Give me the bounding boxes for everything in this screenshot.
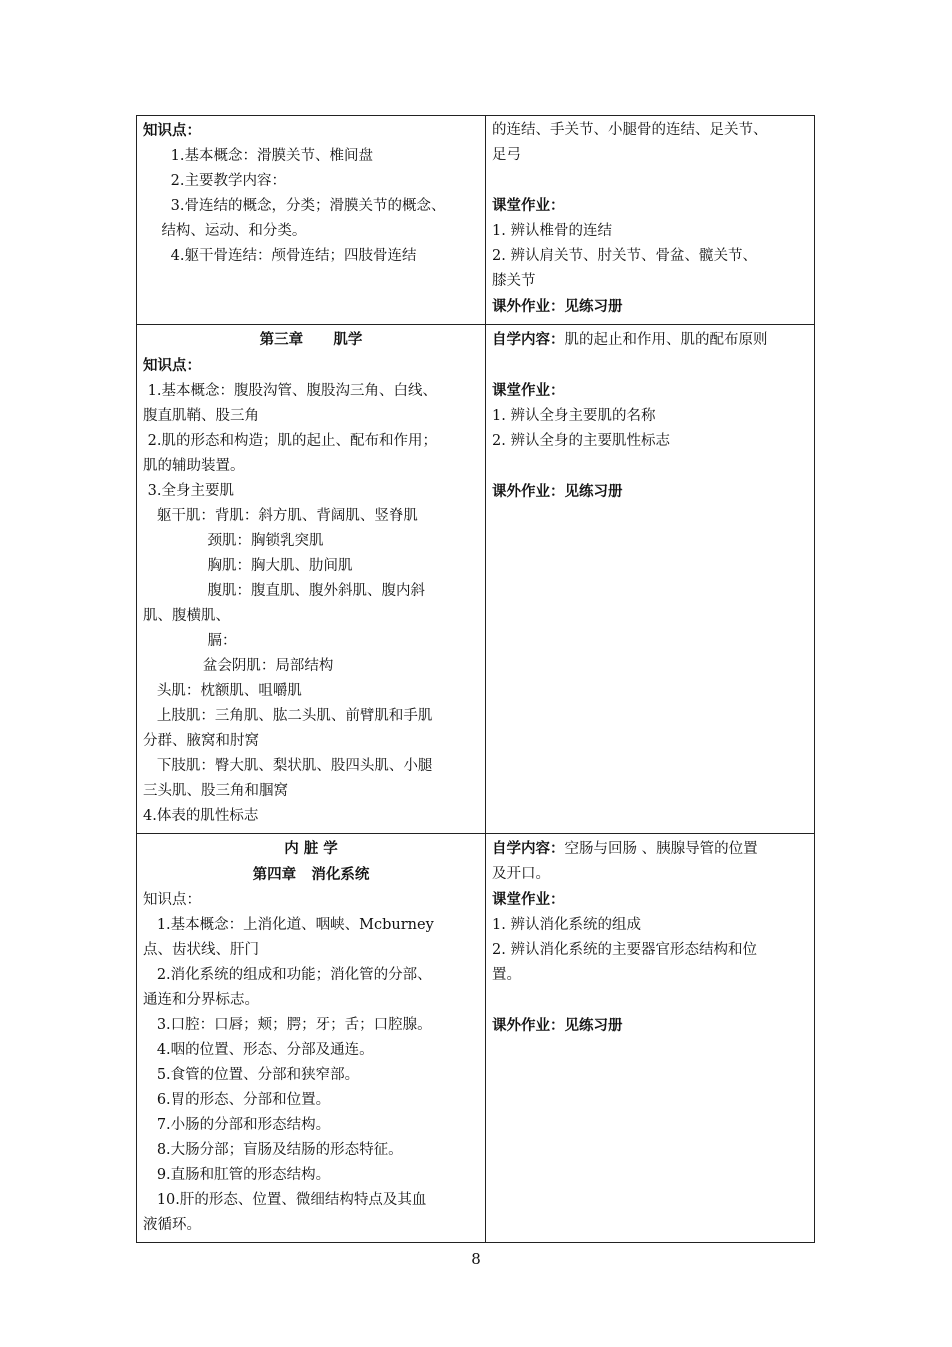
text-line	[492, 454, 808, 479]
line-text: 5.食管的位置、分部和狭窄部。	[143, 1067, 360, 1083]
line-text: 3.骨连结的概念，分类；滑膜关节的概念、	[143, 198, 446, 214]
text-line	[492, 294, 808, 320]
text-line	[492, 988, 808, 1013]
bold-text: 知识点：	[143, 357, 201, 374]
text-line	[143, 604, 479, 629]
text-line	[143, 118, 479, 144]
text-line	[492, 404, 808, 429]
text-line	[143, 404, 479, 429]
text-line	[143, 554, 479, 579]
bold-text: 课外作业：见练习册	[492, 1017, 623, 1034]
text-line	[492, 118, 808, 143]
line-text: 液循环。	[143, 1217, 201, 1233]
text-line	[143, 1188, 479, 1213]
line-text: 3.口腔：口唇；颊；腭；牙；舌；口腔腺。	[143, 1017, 432, 1033]
line-text: 头肌：枕额肌、咀嚼肌	[143, 683, 302, 699]
text-line	[492, 836, 808, 862]
right-cell	[486, 325, 815, 834]
text-line	[143, 938, 479, 963]
line-text: 2. 辨认全身的主要肌性标志	[492, 433, 670, 449]
text-line	[143, 379, 479, 404]
text-line	[492, 913, 808, 938]
page-number: 8	[471, 1250, 481, 1268]
text-line	[143, 194, 479, 219]
table-row	[137, 116, 815, 325]
line-text: 足弓	[492, 147, 521, 163]
text-line	[143, 913, 479, 938]
line-text: 颈肌：胸锁乳突肌	[143, 533, 324, 549]
text-line	[143, 862, 479, 888]
line-text: 6.胃的形态、分部和位置。	[143, 1092, 331, 1108]
line-text: 1. 辨认消化系统的组成	[492, 917, 641, 933]
line-text: 2.消化系统的组成和功能；消化管的分部、	[143, 967, 432, 983]
line-text: 及开口。	[492, 866, 550, 882]
right-cell	[486, 834, 815, 1243]
line-text: 分群、腋窝和肘窝	[143, 733, 259, 749]
left-cell	[137, 116, 486, 325]
text-line	[143, 1138, 479, 1163]
text-line	[143, 963, 479, 988]
line-text: 下肢肌：臀大肌、梨状肌、股四头肌、小腿	[143, 758, 433, 774]
line-text: 结构、运动、和分类。	[143, 223, 307, 239]
line-text: 置。	[492, 967, 521, 983]
line-text: 8.大肠分部；盲肠及结肠的形态特征。	[143, 1142, 403, 1158]
bold-text: 课堂作业：	[492, 382, 565, 399]
line-text: 盆会阴肌：局部结构	[143, 658, 334, 674]
left-cell	[137, 325, 486, 834]
line-text: 1. 辨认椎骨的连结	[492, 223, 612, 239]
text-line	[492, 887, 808, 913]
text-line	[492, 963, 808, 988]
text-line	[143, 1038, 479, 1063]
line-text: 2. 辨认肩关节、肘关节、骨盆、髋关节、	[492, 248, 757, 264]
text-line	[492, 353, 808, 378]
text-line	[143, 529, 479, 554]
bold-text: 课堂作业：	[492, 197, 565, 214]
line-text: 点、齿状线、肝门	[143, 942, 259, 958]
text-line	[143, 888, 479, 913]
text-line	[143, 504, 479, 529]
text-line	[492, 244, 808, 269]
line-text: 腹直肌鞘、股三角	[143, 408, 259, 424]
text-line	[143, 454, 479, 479]
text-line	[492, 327, 808, 353]
text-line	[143, 804, 479, 829]
bold-text: 自学内容：	[492, 840, 565, 857]
text-line	[492, 938, 808, 963]
line-text: 胸肌：胸大肌、肋间肌	[143, 558, 353, 574]
line-text: 肌、腹横肌、	[143, 608, 230, 624]
text-line	[143, 729, 479, 754]
line-text: 膝关节	[492, 273, 536, 289]
text-line	[143, 579, 479, 604]
bold-text: 第四章 消化系统	[252, 866, 370, 883]
text-line	[143, 219, 479, 244]
left-cell	[137, 834, 486, 1243]
line-text: 10.肝的形态、位置、微细结构特点及其血	[143, 1192, 427, 1208]
text-line	[143, 779, 479, 804]
bold-text: 知识点：	[143, 122, 201, 139]
bold-text: 自学内容：	[492, 331, 565, 348]
text-line	[492, 193, 808, 219]
line-text: 2.主要教学内容：	[143, 173, 286, 189]
line-text: 1.基本概念：腹股沟管、腹股沟三角、白线、	[143, 383, 437, 399]
text-line	[492, 143, 808, 168]
text-line	[492, 1013, 808, 1039]
text-line	[492, 479, 808, 505]
line-text: 2. 辨认消化系统的主要器官形态结构和位	[492, 942, 757, 958]
line-text: 通连和分界标志。	[143, 992, 259, 1008]
text-line	[143, 353, 479, 379]
text-line	[492, 378, 808, 404]
text-line	[143, 244, 479, 269]
text-line	[143, 754, 479, 779]
line-text: 知识点：	[143, 892, 201, 908]
text-line	[492, 219, 808, 244]
line-text: 3.全身主要肌	[143, 483, 234, 499]
line-text: 躯干肌：背肌：斜方肌、背阔肌、竖脊肌	[143, 508, 418, 524]
bold-text: 课外作业：见练习册	[492, 483, 623, 500]
line-text: 腹肌：腹直肌、腹外斜肌、腹内斜	[143, 583, 426, 599]
text-line	[143, 327, 479, 353]
text-line	[143, 1163, 479, 1188]
line-text: 肌的起止和作用、肌的配布原则	[564, 332, 768, 348]
bold-text: 内 脏 学	[284, 840, 338, 857]
table-row	[137, 834, 815, 1243]
text-line	[143, 629, 479, 654]
line-text: 4.躯干骨连结：颅骨连结；四肢骨连结	[143, 248, 417, 264]
text-line	[143, 988, 479, 1013]
line-text: 4.体表的肌性标志	[143, 808, 259, 824]
text-line	[143, 1088, 479, 1113]
line-text: 上肢肌：三角肌、肱二头肌、前臂肌和手肌	[143, 708, 433, 724]
text-line	[143, 1113, 479, 1138]
line-text: 7.小肠的分部和形态结构。	[143, 1117, 331, 1133]
bold-text: 第三章 肌学	[259, 331, 363, 348]
line-text: 肌的辅助装置。	[143, 458, 245, 474]
text-line	[143, 1063, 479, 1088]
bold-text: 课堂作业：	[492, 891, 565, 908]
line-text: 空肠与回肠 、胰腺导管的位置	[564, 841, 758, 857]
bold-text: 课外作业：见练习册	[492, 298, 623, 315]
line-text: 9.直肠和肛管的形态结构。	[143, 1167, 331, 1183]
text-line	[143, 836, 479, 862]
line-text: 1.基本概念：滑膜关节、椎间盘	[143, 148, 373, 164]
curriculum-table	[136, 115, 815, 1243]
text-line	[143, 169, 479, 194]
text-line	[143, 479, 479, 504]
text-line	[492, 269, 808, 294]
text-line	[143, 704, 479, 729]
text-line	[143, 144, 479, 169]
line-text: 1.基本概念：上消化道、咽峡、Mcburney	[143, 917, 434, 933]
text-line	[143, 1213, 479, 1238]
line-text: 膈：	[143, 633, 237, 649]
line-text: 的连结、手关节、小腿骨的连结、足关节、	[492, 122, 768, 138]
text-line	[492, 168, 808, 193]
right-cell	[486, 116, 815, 325]
line-text: 4.咽的位置、形态、分部及通连。	[143, 1042, 374, 1058]
line-text: 2.肌的形态和构造；肌的起止、配布和作用；	[143, 433, 437, 449]
text-line	[143, 679, 479, 704]
curriculum-table-body	[137, 116, 815, 1243]
line-text: 1. 辨认全身主要肌的名称	[492, 408, 656, 424]
text-line	[143, 654, 479, 679]
text-line	[492, 862, 808, 887]
table-row	[137, 325, 815, 834]
text-line	[143, 429, 479, 454]
line-text: 三头肌、股三角和腘窝	[143, 783, 288, 799]
text-line	[143, 1013, 479, 1038]
text-line	[492, 429, 808, 454]
